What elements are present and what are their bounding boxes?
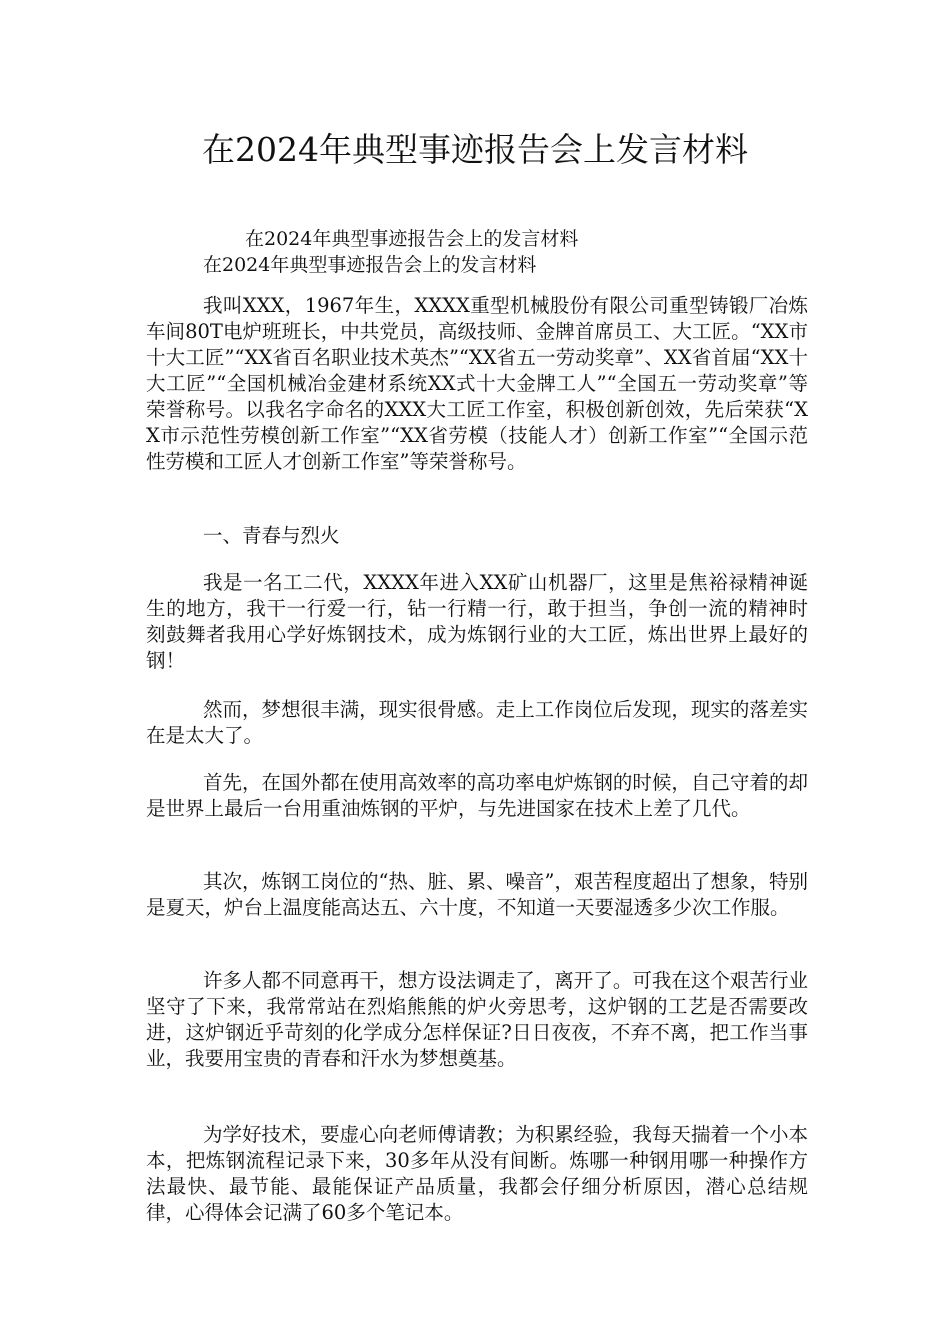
document-subtitle: 在2024年典型事迹报告会上的发言材料 (245, 228, 579, 250)
paragraph: 我是一名工二代，XXXX年进入XX矿山机器厂，这里是焦裕禄精神诞生的地方，我干一行爱一行，钻一行精一行，敢于担当，争创一流的精神时刻鼓舞者我用心学好炼钢技术，成为炼钢行业的大工匠，炼出世界上最好的钢！ (146, 571, 808, 672)
document-subtitle: 在2024年典型事迹报告会上的发言材料 (203, 254, 537, 276)
paragraph: 为学好技术，要虚心向老师傅请教；为积累经验，我每天揣着一个小本本，把炼钢流程记录下来，30多年从没有间断。炼哪一种钢用哪一种操作方法最快、最节能、最能保证产品质量，我都会仔细分析原因，潜心总结规律，心得体会记满了60多个笔记本。 (146, 1123, 808, 1224)
document-title: 在2024年典型事迹报告会上发言材料 (202, 130, 748, 169)
paragraph: 其次，炼钢工岗位的“热、脏、累、噪音”，艰苦程度超出了想象，特别是夏天，炉台上温度能高达五、六十度，不知道一天要湿透多少次工作服。 (146, 870, 808, 919)
paragraph: 首先，在国外都在使用高效率的高功率电炉炼钢的时候，自己守着的却是世界上最后一台用重油炼钢的平炉，与先进国家在技术上差了几代。 (146, 771, 808, 820)
paragraph-introduction: 我叫XXX，1967年生，XXXX重型机械股份有限公司重型铸锻厂冶炼车间80T电炉班班长，中共党员，高级技师、金牌首席员工、大工匠。“XX市十大工匠”“XX省百名职业技术英杰”“XX省五一劳动奖章”、XX省首届“XX十大工匠”“全国机械冶金建材系统XX式十大金牌工人”“全国五一劳动奖章”等荣誉称号。以我名字命名的XXX大工匠工作室，积极创新创效，先后荣获“XX市示范性劳模创新工作室”“XX省劳模（技能人才）创新工作室”“全国示范性劳模和工匠人才创新工作室”等荣誉称号。 (146, 294, 808, 473)
paragraph: 然而，梦想很丰满，现实很骨感。走上工作岗位后发现，现实的落差实在是太大了。 (146, 698, 808, 747)
section-heading: 一、青春与烈火 (203, 524, 340, 547)
paragraph: 许多人都不同意再干，想方设法调走了，离开了。可我在这个艰苦行业坚守了下来，我常常站在烈焰熊熊的炉火旁思考，这炉钢的工艺是否需要改进，这炉钢近乎苛刻的化学成分怎样保证?日日夜夜，不弃不离，把工作当事业，我要用宝贵的青春和汗水为梦想奠基。 (146, 969, 808, 1070)
